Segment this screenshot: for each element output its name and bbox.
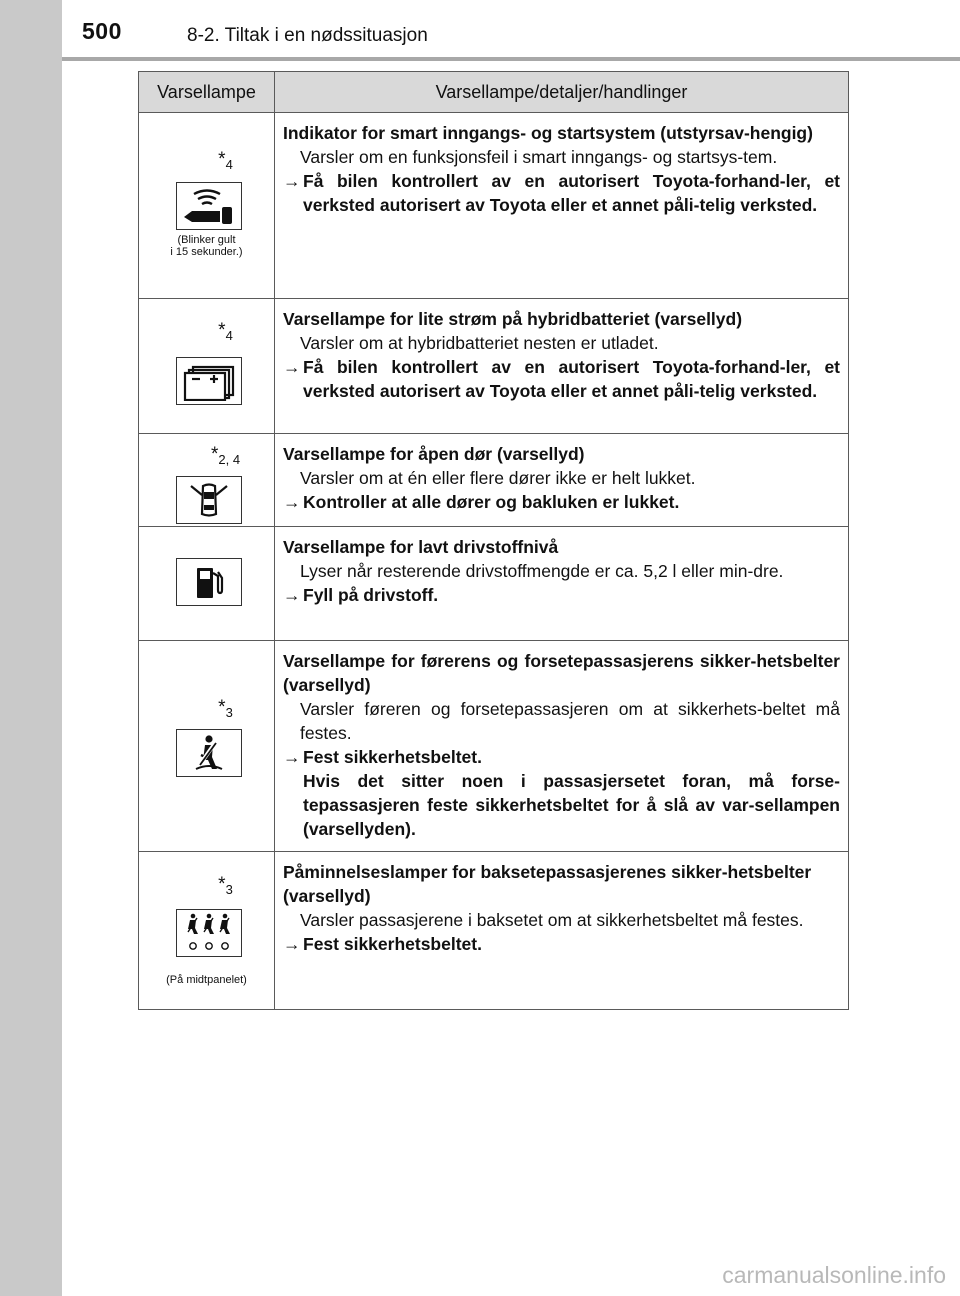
arrow-icon: → [283,171,301,191]
icon-cell [139,641,275,852]
light-title: Indikator for smart inngangs- og startsystem (utstyrsav-hengig) [283,123,813,143]
icon-cell [139,852,275,1010]
light-description: Lyser når resterende drivstoffmengde er ca. 5,2 l eller min-dre. [300,561,784,581]
warning-lights-table [138,71,849,1010]
light-title: Varsellampe for lite strøm på hybridbatteriet (varsellyd) [283,309,743,329]
light-action: → Kontroller at alle dører og bakluken er lukket. [283,492,680,512]
arrow-icon: → [283,585,301,605]
table-row [139,434,849,527]
footnote-marker: $*_{2, 4}$ [210,444,241,467]
header-rule [62,57,960,61]
seatbelt-icon [176,729,242,777]
light-description: Varsler om en funksjonsfeil i smart inngangs- og startsys-tem. [300,147,778,167]
details-cell [275,852,849,1010]
arrow-icon: → [283,934,301,954]
light-title: Varsellampe for førerens og forsetepassasjerens sikker-hetsbelter (varsellyd) [283,651,840,695]
table-header-row [139,72,849,113]
smart-key-warning-icon [176,182,242,230]
page-number: 500 [82,18,122,44]
light-action: → Fest sikkerhetsbeltet. [283,934,482,954]
light-title: Varsellampe for åpen dør (varsellyd) [283,444,585,464]
footnote-marker: $*_4$ [218,320,233,343]
column-header-details: Varsellampe/detaljer/handlinger [275,72,849,113]
rear-seatbelt-reminder-icon [176,909,242,957]
details-cell [275,434,849,527]
table-row [139,527,849,641]
details-cell [275,299,849,434]
column-header-light: Varsellampe [139,72,275,113]
light-action-detail: Hvis det sitter noen i passasjersetet foran, må forse-tepassasjeren feste sikkerhetsbeltet for å slå av var-sellampen (varsellyden). [303,771,840,839]
footnote-marker: $*_3$ [218,697,233,720]
light-action: → Fyll på drivstoff. [283,585,439,605]
arrow-icon: → [283,357,301,377]
hybrid-battery-icon [176,357,242,405]
icon-cell [139,434,275,527]
table-row [139,852,849,1010]
details-cell [275,641,849,852]
light-action: → Få bilen kontrollert av en autorisert Toyota-forhand-ler, et verksted autorisert av Toyota eller et annet påli-telig verksted. [283,357,840,401]
light-title: Påminnelseslamper for baksetepassasjerenes sikker-hetsbelter [283,862,812,882]
light-title: Varsellampe for lavt drivstoffnivå [283,537,559,557]
icon-cell [139,299,275,434]
footnote-marker: $*_4$ [218,149,233,172]
side-margin-bar [0,0,62,1296]
light-description: Varsler føreren og forsetepassasjeren om at sikkerhets-beltet må festes. [300,699,840,743]
icon-caption: (Blinker gult i 15 sekunder.) [170,234,243,258]
light-action: → Fest sikkerhetsbeltet. [283,747,482,767]
details-cell [275,113,849,299]
light-title-suffix: (varsellyd) [283,886,371,906]
table-row [139,299,849,434]
arrow-icon: → [283,492,301,512]
section-title: 8-2. Tiltak i en nødssituasjon [187,25,428,46]
arrow-icon: → [283,747,301,767]
icon-cell [139,113,275,299]
light-description: Varsler om at hybridbatteriet nesten er utladet. [300,333,659,353]
open-door-icon [176,476,242,524]
icon-cell [139,527,275,641]
table-row [139,113,849,299]
light-action: → Få bilen kontrollert av en autorisert Toyota-forhand-ler, et verksted autorisert av Toyota eller et annet påli-telig verksted. [283,171,840,215]
light-description: Varsler passasjerene i baksetet om at sikkerhetsbeltet må festes. [300,910,804,930]
fuel-pump-icon [176,558,242,606]
footnote-marker: $*_3$ [218,874,233,897]
table-row [139,641,849,852]
icon-caption: (På midtpanelet) [166,974,247,986]
details-cell [275,527,849,641]
light-description: Varsler om at én eller flere dører ikke er helt lukket. [300,468,696,488]
watermark: carmanualsonline.info [722,1262,946,1288]
